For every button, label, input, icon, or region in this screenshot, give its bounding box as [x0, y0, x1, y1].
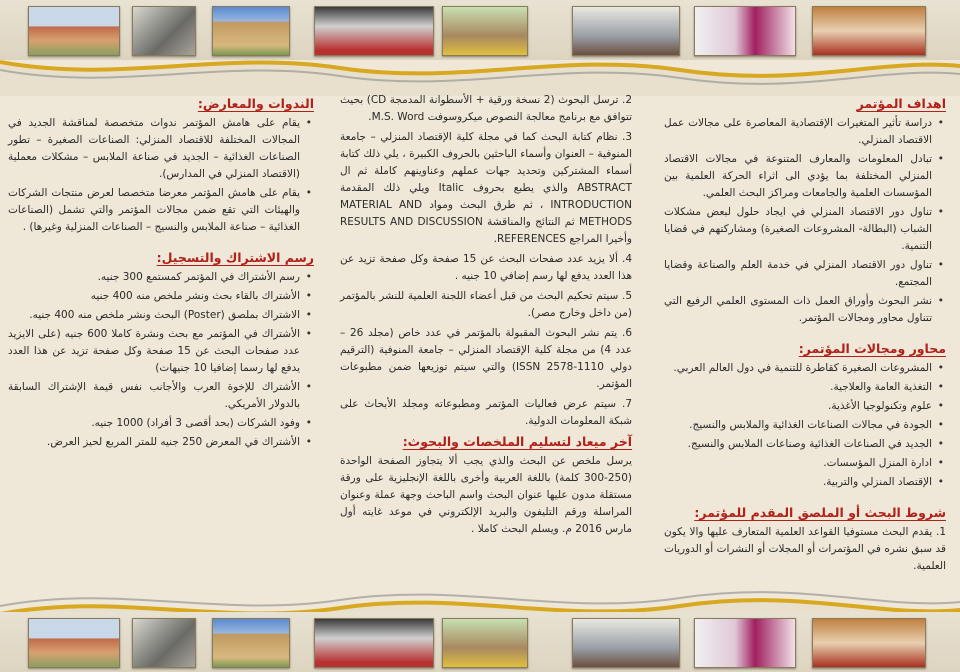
list-item: • المشروعات الصغيرة كقاطرة للتنمية في دول العالم العربي.: [664, 360, 932, 377]
list-item: • وفود الشركات (بحد أقصى 3 أفراد) 1000 جنيه.: [8, 415, 300, 432]
list-item: • نشر البحوث وأوراق العمل ذات المستوى العلمي الرفيع التي تتناول محاور ومجالات المؤتمر.: [664, 293, 932, 327]
bottom-photo-strip: [0, 612, 960, 672]
condition-item: 5. سيتم تحكيم البحث من قبل أعضاء اللجنة العلمية للنشر بالمؤتمر (من داخل وخارج مصر).: [340, 290, 632, 319]
photo-food-display: [812, 618, 926, 668]
list-item: • الجديد في الصناعات الغذائية وصناعات الملابس والنسيج.: [664, 436, 932, 453]
deadline-text: يرسل ملخص عن البحث والذي يجب ألا يتجاوز الصفحة الواحدة (250-300 كلمة) باللغة العربية وأخرى باللغة الإنجليزية على ورقة مستقلة مدون عليها عنوان البحث واسم الباحث وجهة عملة وعنوان المراسلة ورقم التليفون والبريد الإلكتروني في موعد غايته أول مارس 2016 م. ويسلم البحث كاملا .: [340, 455, 632, 535]
condition-item: 7. سيتم عرض فعاليات المؤتمر ومطبوعاته ومجلد الأبحاث على شبكة المعلومات الدولية.: [340, 398, 632, 427]
list-item: • تناول دور الاقتصاد المنزلي في خدمة العلم والصناعة وقضايا المجتمع.: [664, 257, 932, 291]
photo-dresses: [694, 618, 796, 668]
list-item: • الإقتصاد المنزلي والتربية.: [664, 474, 932, 491]
axes-title: محاور ومجالات المؤتمر:: [798, 341, 946, 356]
list-item: • الاشتراك بملصق (Poster) البحث ونشر ملخص منه 400 جنيه.: [8, 307, 300, 324]
list-item: • علوم وتكنولوجيا الأغذية.: [664, 398, 932, 415]
deadline-title: آخر ميعاد لتسليم الملخصات والبحوث:: [402, 434, 632, 449]
seminars-list: [8, 115, 314, 236]
list-item: • يقام على هامش المؤتمر ندوات متخصصة لمناقشة الجديد في المجالات المختلفة للاقتصاد المنزلي: الصناعات الصغيرة – تطور الصناعات الغذائية – الجديد في صناعة الملابس – مشكلات معملية (الاقتصاد المنزلي في المدارس).: [8, 115, 300, 183]
photo-tower-building: [212, 618, 290, 668]
photo-building: [28, 618, 120, 668]
condition-item: 3. نظام كتابة البحث كما في مجلة كلية الإقتصاد المنزلي – جامعة المنوفية – العنوان وأسماء الباحثين بالحروف الكبيرة ، يلي ذلك كتابة أسماء المشتركين وتحديد جهات عملهم وعناوينهم كاملة ثم ال ABSTRACT والذي يطبع بحروف Italic ويلي ذلك المقدمة INTRODUCTION ، ثم طرق البحث ومواد MATERIAL AND METHODS ثم النتائج والمناقشة RESULTS AND DISCUSSION وأخيرا المراجع REFERENCES.: [340, 131, 632, 245]
list-item: • دراسة تأثير المتغيرات الإقتصادية المعاصرة على مجالات عمل الاقتصاد المنزلي.: [664, 115, 932, 149]
photo-audience: [442, 618, 528, 668]
list-item: • الأشتراك بالقاء بحث ونشر ملخص منه 400 جنيه: [8, 288, 300, 305]
axes-list: [664, 360, 946, 491]
list-item: • رسم الأشتراك في المؤتمر كمستمع 300 جنيه.: [8, 269, 300, 286]
condition-item: 2. ترسل البحوث (2 نسخة ورقية + الأسطوانة المدمجة CD) بحيث تتوافق مع برنامج معالجة النصوص ميكروسوفت M.S. Word.: [340, 94, 632, 123]
list-item: • يقام على هامش المؤتمر معرضا متخصصا لعرض منتجات الشركات والهيئات التي تقع ضمن مجالات المؤتمر والتي تشمل (الصناعات الغذائية – صناعة الملابس والنسيج – الصناعات المنزلية وغيرها) .: [8, 185, 300, 236]
conditions-title: شروط البحث أو الملصق المقدم للمؤتمر:: [694, 505, 946, 520]
goals-title: اهداف المؤتمر: [856, 96, 946, 111]
condition-item: 6. يتم نشر البحوث المقبولة بالمؤتمر في عدد خاص (مجلد 26 – عدد 4) من مجلة كلية الإقتصاد المنزلي – جامعة المنوفية (الترقيم دولي 1110-2578 ISSN) والتي سيتم توزيعها ضمن مطبوعات المؤتمر.: [340, 327, 632, 390]
conditions-panel: [340, 92, 632, 612]
list-item: • تبادل المعلومات والمعارف المتنوعة في مجالات الاقتصاد المنزلي المختلفة بما يؤدي الى اثراء الحركة العلمية بين المؤسسات العلمية والجامعات ومراكز البحث العلمي.: [664, 151, 932, 202]
list-item: • تناول دور الاقتصاد المنزلي في ايجاد حلول لبعض مشكلات الشباب (البطالة- المشروعات الصغيرة) ومشاركتهم في قضايا التنمية.: [664, 204, 932, 255]
photo-display-case: [314, 618, 434, 668]
condition-item: 1. يقدم البحث مستوفيا القواعد العلمية المتعارف عليها والا يكون قد سبق نشره في المؤتمرات أو المجلات أو النشرات أو الدوريات العلمية.: [664, 526, 946, 572]
fees-title: رسم الاشتراك والتسجيل:: [156, 250, 314, 265]
list-item: • التغذية العامة والعلاجية.: [664, 379, 932, 396]
list-item: • الأشتراك في المؤتمر مع بحث ونشرة كاملا 600 جنيه (على الايزيد عدد صفحات البحث عن 15 صفحة وكل صفحة تزيد عن هذا العدد يدفع لها رسما إضافيا 10 جنيهات): [8, 326, 300, 377]
list-item: • الجودة في مجالات الصناعات الغذائية والملابس والنسيج.: [664, 417, 932, 434]
seminars-fees-panel: [8, 92, 314, 612]
goals-list: [664, 115, 946, 327]
goals-panel: [664, 92, 946, 612]
photo-lab-equipment: [132, 618, 196, 668]
fees-list: [8, 269, 314, 451]
seminars-title: الندوات والمعارض:: [197, 96, 314, 111]
condition-item: 4. ألا يزيد عدد صفحات البحث عن 15 صفحة وكل صفحة تزيد عن هذا العدد يدفع لها رسم إضافي 10 جنيه .: [340, 253, 632, 282]
list-item: • الأشتراك للإخوة العرب والأجانب نفس قيمة الإشتراك السابقة بالدولار الأمريكي.: [8, 379, 300, 413]
list-item: • ادارة المنزل المؤسسات.: [664, 455, 932, 472]
list-item: • الأشتراك في المعرض 250 جنيه للمتر المربع لحيز العرض.: [8, 434, 300, 451]
top-decorative-wave: [0, 44, 960, 96]
photo-classroom: [572, 618, 680, 668]
